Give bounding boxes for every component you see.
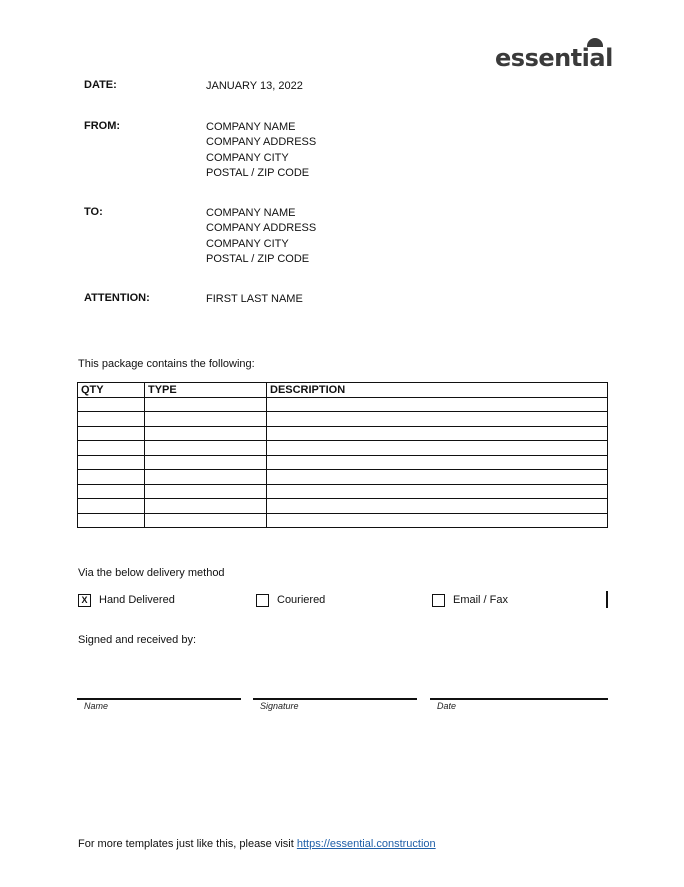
- email-fax-label: Email / Fax: [453, 594, 509, 606]
- column-header-qty: QTY: [78, 383, 145, 398]
- qty-cell[interactable]: [78, 426, 145, 441]
- footer: [78, 838, 436, 850]
- type-cell[interactable]: [145, 499, 267, 514]
- qty-cell[interactable]: [78, 397, 145, 412]
- type-cell[interactable]: [145, 484, 267, 499]
- qty-cell[interactable]: [78, 513, 145, 528]
- qty-cell[interactable]: [78, 441, 145, 456]
- name-label: Name: [84, 701, 109, 711]
- table-row: [78, 499, 608, 514]
- table-row: [78, 441, 608, 456]
- description-cell[interactable]: [267, 484, 608, 499]
- to-company-address: COMPANY ADDRESS: [206, 222, 317, 235]
- package-table: [77, 382, 608, 528]
- from-company-city: COMPANY CITY: [206, 151, 289, 164]
- hand-delivered-checkbox[interactable]: X: [78, 594, 91, 607]
- table-row: [78, 513, 608, 528]
- description-cell[interactable]: [267, 470, 608, 485]
- to-postal-code: POSTAL / ZIP CODE: [206, 252, 310, 265]
- table-row: [78, 397, 608, 412]
- date-label-signature: Date: [437, 701, 457, 711]
- date-value: JANUARY 13, 2022: [206, 80, 303, 92]
- description-cell[interactable]: [267, 397, 608, 412]
- type-cell[interactable]: [145, 470, 267, 485]
- hand-delivered-label: Hand Delivered: [99, 594, 175, 606]
- delivery-title: Via the below delivery method: [78, 567, 225, 579]
- table-row: [78, 484, 608, 499]
- from-company-address: COMPANY ADDRESS: [206, 136, 317, 149]
- date-signature-line[interactable]: [430, 698, 608, 700]
- type-cell[interactable]: [145, 426, 267, 441]
- brand-logo-text: essential: [495, 44, 613, 72]
- description-cell[interactable]: [267, 499, 608, 514]
- email-fax-checkbox[interactable]: [432, 594, 445, 607]
- type-cell[interactable]: [145, 397, 267, 412]
- to-company-name: COMPANY NAME: [206, 207, 296, 219]
- from-company-name: COMPANY NAME: [206, 121, 296, 133]
- couriered-label: Couriered: [277, 594, 326, 606]
- option-email-fax[interactable]: [432, 592, 508, 608]
- footer-text: For more templates just like this, please visit: [78, 838, 297, 850]
- qty-cell[interactable]: [78, 455, 145, 470]
- column-header-type: TYPE: [145, 383, 267, 398]
- column-header-description: DESCRIPTION: [267, 383, 608, 398]
- date-label: DATE:: [84, 79, 117, 91]
- description-cell[interactable]: [267, 455, 608, 470]
- attention-label: ATTENTION:: [84, 292, 150, 304]
- name-signature-line[interactable]: [77, 698, 241, 700]
- table-row: [78, 455, 608, 470]
- signed-title: Signed and received by:: [78, 634, 197, 646]
- qty-cell[interactable]: [78, 470, 145, 485]
- signature-signature-line[interactable]: [253, 698, 417, 700]
- to-label: TO:: [84, 206, 103, 218]
- qty-cell[interactable]: [78, 412, 145, 427]
- table-header-row: [78, 383, 608, 398]
- table-row: [78, 426, 608, 441]
- footer-link[interactable]: https://essential.construction: [296, 838, 436, 850]
- table-row: [78, 412, 608, 427]
- type-cell[interactable]: [145, 441, 267, 456]
- description-cell[interactable]: [267, 426, 608, 441]
- option-hand-delivered[interactable]: [78, 592, 175, 608]
- option-couriered[interactable]: [256, 592, 325, 608]
- signature-label: Signature: [260, 701, 299, 711]
- package-intro: This package contains the following:: [78, 358, 255, 370]
- from-postal-code: POSTAL / ZIP CODE: [206, 166, 310, 179]
- brand-logo: [495, 36, 613, 72]
- description-cell[interactable]: [267, 441, 608, 456]
- type-cell[interactable]: [145, 412, 267, 427]
- description-cell[interactable]: [267, 412, 608, 427]
- attention-value: FIRST LAST NAME: [206, 293, 303, 305]
- qty-cell[interactable]: [78, 484, 145, 499]
- couriered-checkbox[interactable]: [256, 594, 269, 607]
- table-row: [78, 470, 608, 485]
- to-company-city: COMPANY CITY: [206, 237, 289, 250]
- type-cell[interactable]: [145, 455, 267, 470]
- type-cell[interactable]: [145, 513, 267, 528]
- delivery-right-border: [606, 591, 608, 608]
- description-cell[interactable]: [267, 513, 608, 528]
- qty-cell[interactable]: [78, 499, 145, 514]
- from-label: FROM:: [84, 120, 121, 132]
